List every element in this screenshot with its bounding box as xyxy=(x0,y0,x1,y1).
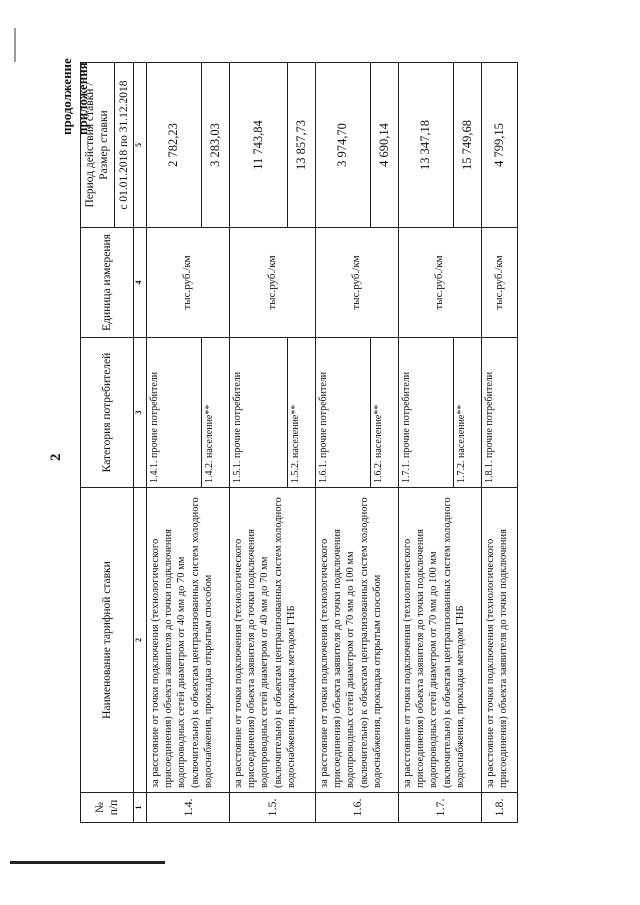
tariff-value: 13 857,73 xyxy=(288,63,316,228)
row-number: 1.5. xyxy=(230,793,316,823)
tariff-value: 4 799,15 xyxy=(482,63,518,228)
consumer-category: 1.4.1. прочие потребители xyxy=(147,338,202,488)
column-number: 2 xyxy=(134,488,147,793)
tariff-name: за расстояние от точки подключения (технологического присоединения) объекта заявителя до точки подключения водопроводных сетей диаметром от 70 мм до 100 мм (включительно) к объектам централизованных систем холодного водоснабжения, прокладка методом ГНБ xyxy=(399,488,482,793)
header-num: № п/п xyxy=(81,793,134,823)
consumer-category: 1.7.2. население** xyxy=(454,338,482,488)
table-row xyxy=(147,63,202,823)
row-number: 1.8. xyxy=(482,793,518,823)
consumer-category: 1.8.1. прочие потребители xyxy=(482,338,518,488)
tariff-value: 3 283,03 xyxy=(202,63,230,228)
unit-of-measure: тыс.руб./км xyxy=(482,228,518,338)
row-number: 1.7. xyxy=(399,793,482,823)
consumer-category: 1.4.2. население** xyxy=(202,338,230,488)
consumer-category: 1.6.2. население** xyxy=(371,338,399,488)
row-number: 1.6. xyxy=(316,793,399,823)
tariff-name: за расстояние от точки подключения (технологического присоединения) объекта заявителя до точки подключения xyxy=(482,488,518,793)
unit-of-measure: тыс.руб./км xyxy=(230,228,316,338)
row-number: 1.4. xyxy=(147,793,230,823)
tariff-name: за расстояние от точки подключения (технологического присоединения) объекта заявителя до точки подключения водопроводных сетей диаметром от 70 мм до 100 мм (включительно) к объектам централизованных систем холодного водоснабжения, прокладка открытым способом xyxy=(316,488,399,793)
tariff-value: 3 974,70 xyxy=(316,63,371,228)
column-number: 1 xyxy=(134,793,147,823)
tariff-name: за расстояние от точки подключения (технологического присоединения) объекта заявителя до точки подключения водопроводных сетей диаметром от 40 мм до 70 мм (включительно) к объектам централизованных систем холодного водоснабжения, прокладка методом ГНБ xyxy=(230,488,316,793)
consumer-category: 1.5.2. население** xyxy=(288,338,316,488)
header-period-range: с 01.01.2018 по 31.12.2018 xyxy=(114,63,133,228)
page-number: 2 xyxy=(48,453,64,461)
column-number: 3 xyxy=(134,338,147,488)
tariff-value: 4 690,14 xyxy=(371,63,399,228)
table-row xyxy=(482,63,518,823)
tariff-value: 2 782,23 xyxy=(147,63,202,228)
table-row xyxy=(316,63,371,823)
header-name: Наименование тарифной ставки xyxy=(81,488,134,793)
header-unit: Единица измерения xyxy=(81,228,134,338)
tariff-value: 15 749,68 xyxy=(454,63,482,228)
tariff-name: за расстояние от точки подключения (технологического присоединения) объекта заявителя до точки подключения водопроводных сетей диаметром от 40 мм до 70 мм (включительно) к объектам централизованных систем холодного водоснабжения, прокладка открытым способом xyxy=(147,488,230,793)
consumer-category: 1.6.1. прочие потребители xyxy=(316,338,371,488)
header-category: Категория потребителей xyxy=(81,338,134,488)
unit-of-measure: тыс.руб./км xyxy=(316,228,399,338)
column-number: 5 xyxy=(134,63,147,228)
unit-of-measure: тыс.руб./км xyxy=(147,228,230,338)
consumer-category: 1.5.1. прочие потребители xyxy=(230,338,288,488)
header-period-title: Период действия ставки /Размер ставки xyxy=(81,63,115,228)
column-numbers-row xyxy=(134,63,147,823)
tariff-value: 11 743,84 xyxy=(230,63,288,228)
continuation-label: продолжение приложения xyxy=(59,58,90,135)
unit-of-measure: тыс.руб./км xyxy=(399,228,482,338)
table-row xyxy=(230,63,288,823)
table-row xyxy=(399,63,454,823)
consumer-category: 1.7.1. прочие потребители xyxy=(399,338,454,488)
tariff-value: 13 347,18 xyxy=(399,63,454,228)
column-number: 4 xyxy=(134,228,147,338)
tariff-table xyxy=(80,62,518,823)
